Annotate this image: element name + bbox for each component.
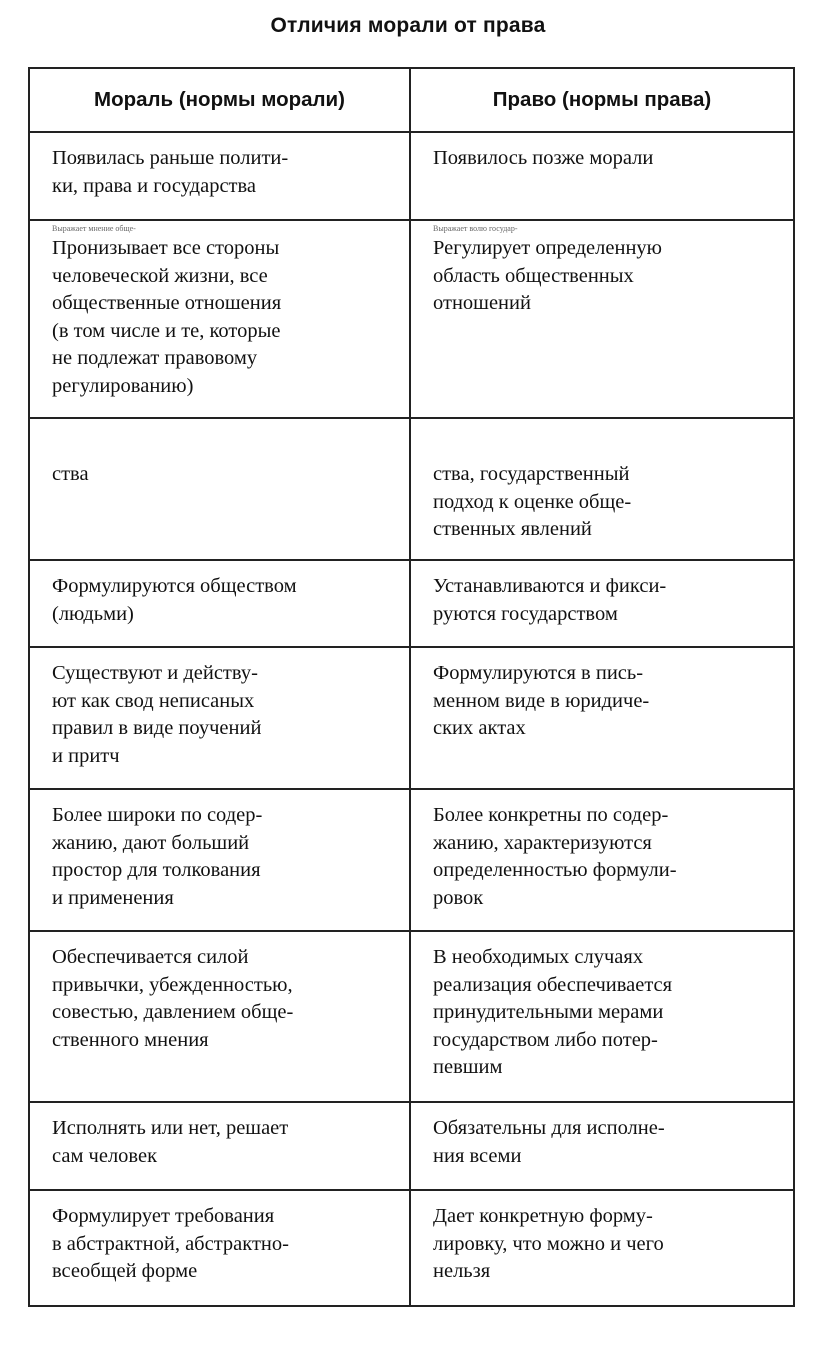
table-cell-morality: Исполнять или нет, решает сам человек <box>29 1102 410 1190</box>
faint-note: Выражает волю государ- <box>433 224 518 233</box>
table-cell-morality: Формулируются обществом (людьми) <box>29 560 410 647</box>
table-row <box>29 132 794 220</box>
table-cell-morality: Существуют и действу- ют как свод неписаных правил в виде поучений и притч <box>29 647 410 789</box>
table-cell-morality: Более широки по содер- жанию, дают больший простор для толкования и применения <box>29 789 410 931</box>
table-cell-morality: Выражает мнение обще- Пронизывает все стороны человеческой жизни, все общественные отношения (в том числе и те, которые не подлежат правовому регулированию) <box>29 220 410 418</box>
table-cell-law: Выражает волю государ- Регулирует определенную область общественных отношений <box>410 220 794 418</box>
table-cell-morality: ства <box>29 418 410 560</box>
header-law: Право (нормы права) <box>410 68 794 132</box>
table-cell-law: Дает конкретную форму- лировку, что можно и чего нельзя <box>410 1190 794 1306</box>
header-morality: Мораль (нормы морали) <box>29 68 410 132</box>
table-cell-morality: Появилась раньше полити- ки, права и государства <box>29 132 410 220</box>
table-cell-morality: Формулирует требования в абстрактной, абстрактно- всеобщей форме <box>29 1190 410 1306</box>
faint-note: Выражает мнение обще- <box>52 224 136 233</box>
table-row <box>29 931 794 1102</box>
table-row <box>29 1190 794 1306</box>
table-row <box>29 647 794 789</box>
table-cell-law: В необходимых случаях реализация обеспечивается принудительными мерами государством либо потер- певшим <box>410 931 794 1102</box>
table-row <box>29 1102 794 1190</box>
table-cell-law: Более конкретны по содер- жанию, характеризуются определенностью формули- ровок <box>410 789 794 931</box>
table-row <box>29 789 794 931</box>
table-row <box>29 418 794 560</box>
table-cell-law: ства, государственный подход к оценке обще- ственных явлений <box>410 418 794 560</box>
table-cell-law: Появилось позже морали <box>410 132 794 220</box>
document-title: Отличия морали от права <box>270 14 546 37</box>
table-header-row <box>29 68 794 132</box>
table-row <box>29 220 794 418</box>
comparison-table <box>28 67 795 1307</box>
table-cell-law: Устанавливаются и фикси- руются государством <box>410 560 794 647</box>
table-cell-morality: Обеспечивается силой привычки, убежденностью, совестью, давлением обще- ственного мнения <box>29 931 410 1102</box>
table-cell-law: Формулируются в пись- менном виде в юридиче- ских актах <box>410 647 794 789</box>
table-row <box>29 560 794 647</box>
table-cell-law: Обязательны для исполне- ния всеми <box>410 1102 794 1190</box>
